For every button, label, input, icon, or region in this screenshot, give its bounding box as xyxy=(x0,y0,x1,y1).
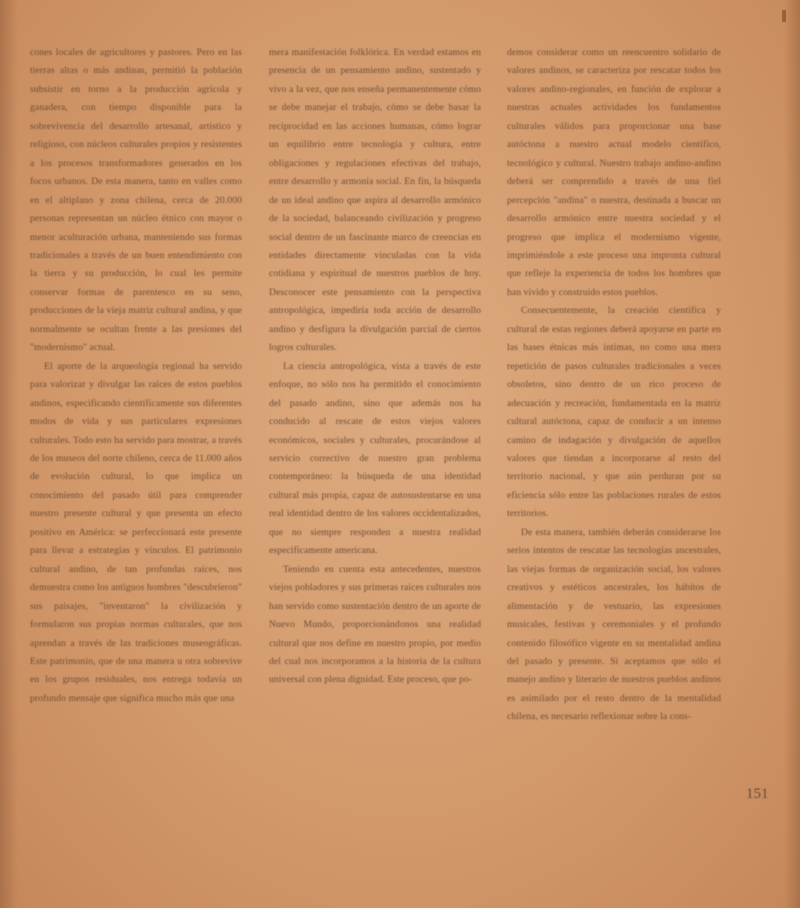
paragraph: Consecuentemente, la creación científica y cultural de estas regiones deberá apoyarse en parte en las bases étnicas más íntimas, no como una mera repetición de pasos culturales tradicionales a veces obsoletos, sino dentro de un rico proceso de adecuación y recreación, fundamentada en la matriz cultural autóctona, capaz de conducir a un intenso camino de indagación y divulgación de aquellos valores que tiendan a incorporarse al resto del territorio nacional, y que aún perduran por su eficiencia sólo entre las poblaciones rurales de estos territorios. xyxy=(507,305,721,520)
page-shadow-right xyxy=(784,0,800,908)
paragraph: demos considerar como un reencuentro solidario de valores andinos, se caracteriza por rescatar todos los valores andino-regionales, en función de explorar a nuestras actuales actividades los fundamentos culturales válidos para proporcionar una base autóctona a nuestro actual modelo científico, tecnológico y cultural. Nuestro trabajo andino-andino deberá ser comprendido a través de una fiel percepción "andina" o nuestra, destinada a buscar un desarrollo armónico entre nuestra sociedad y el progreso que implica el modernismo vigente, imprimiéndole a este proceso una impronta cultural que refleje la experiencia de todos los hombres que han vivido y construido estos pueblos. xyxy=(507,47,721,298)
paragraph: La ciencia antropológica, vista a través de este enfoque, no sólo nos ha permitido el conocimiento del pasado andino, sino que además nos ha conducido al rescate de estos viejos valores económicos, sociales y culturales, procurándose al servicio correctivo de nuestro gran problema contemporáneo: la búsqueda de una identidad cultural más propia, capaz de autosustentarse en una real identidad dentro de los valores occidentalizados, que no siempre responden a nuestra realidad específicamente americana. xyxy=(269,360,481,557)
page-number: 151 xyxy=(746,786,769,802)
paragraph: Teniendo en cuenta esta antecedentes, nuestros viejos pobladores y sus primeras raíces culturales nos han servido como sustentación dentro de un aporte de Nuevo Mundo, proporcionándonos una realidad cultural que nos define en nuestro propio, por medio del cual nos incorporamos a la historia de la cultura universal con plena dignidad. Este proceso, que po- xyxy=(269,563,481,686)
text-column-1 xyxy=(30,44,242,708)
paragraph: De esta manera, también deberán considerarse los serios intentos de rescatar las tecnologías ancestrales, las viejas formas de organización social, los valores creativos y estéticos ancestrales, los hábitos de alimentación y de vestuario, las expresiones musicales, festivas y ceremoniales y el profundo contenido filosófico vigente en su mentalidad andina del pasado y presente. Si aceptamos que sólo el manejo andino y literario de nuestros pueblos andinos es asimilado por el resto dentro de la mentalidad chilena, es necesario reflexionar sobre la cons- xyxy=(507,526,721,723)
text-column-2 xyxy=(269,44,481,690)
paragraph: cones locales de agricultores y pastores. Pero en las tierras altas o más andinas, permitió la población subsistir en torno a la producción agrícola y ganadera, con tiempo disponible para la sobrevivencia del desarrollo artesanal, artístico y religioso, con núcleos culturales propios y resistentes a los procesos transformadores generados en los focos urbanos. De esta manera, tanto en valles como en el altiplano y zona chilena, cerca de 20.000 personas representan un núcleo étnico con mayor o menor aculturación urbana, manteniendo sus formas tradicionales a través de un buen entendimiento con la tierra y su producción, lo cual les permite conservar formas de parentesco en su seno, producciones de la vieja matriz cultural andina, y que normalmente se ocultan frente a las presiones del "modernismo" actual. xyxy=(30,47,242,354)
paragraph: mera manifestación folklórica. En verdad estamos en presencia de un pensamiento andino, sustentado y vivo a la vez, que nos enseña permanentemente cómo se debe manejar el trabajo, cómo se debe basar la reciprocidad en las acciones humanas, cómo lograr un equilibrio entre tecnología y cultura, entre obligaciones y regulaciones efectivas del trabajo, entre desarrollo y armonía social. En fin, la búsqueda de un ideal andino que aspira al desarrollo armónico de la sociedad, balanceando civilización y progreso social dentro de un fascinante marco de creencias en entidades directamente vinculadas con la vida cotidiana y espiritual de nuestros pueblos de hoy. Desconocer este pensamiento con la perspectiva antropológica, impediría toda acción de desarrollo andino y desfigura la divulgación parcial de ciertos logros culturales. xyxy=(269,47,481,354)
text-column-3 xyxy=(507,44,721,727)
paragraph: El aporte de la arqueología regional ha servido para valorizar y divulgar las raíces de estos pueblos andinos, especificando científicamente sus diferentes modos de vida y sus particulares expresiones culturales. Todo esto ha servido para mostrar, a través de los museos del norte chileno, cerca de 11.000 años de evolución cultural, lo que implica un conocimiento del pasado útil para comprender nuestro presente cultural y que presenta un efecto positivo en América: se perfeccionará este presente para llevar a estrategias y vínculos. El patrimonio cultural andino, de tan profundas raíces, nos demuestra como los antiguos hombres "descubrieron" sus paisajes, "inventaron" la civilización y formularon sus propias normas culturales, que nos aprendan a través de las tradiciones museográficas. Este patrimonio, que de una manera u otra sobrevive en los grupos residuales, nos entrega todavía un profundo mensaje que significa mucho más que una xyxy=(30,360,242,704)
page-shadow-left xyxy=(0,0,18,908)
page-corner-mark xyxy=(782,10,786,22)
